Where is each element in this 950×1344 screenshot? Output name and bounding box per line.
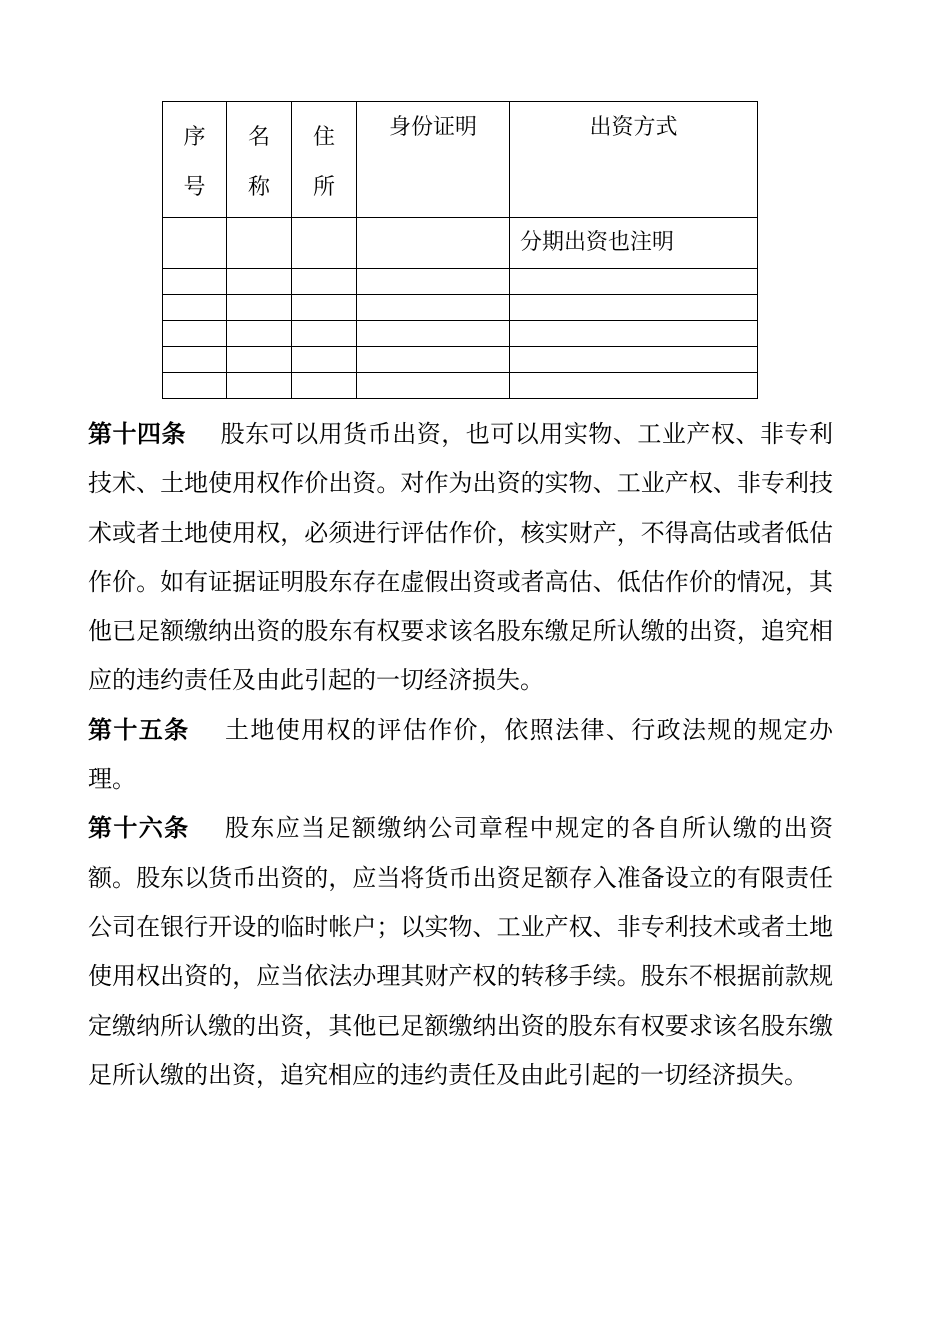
- article-number: 第十五条: [88, 715, 190, 744]
- table-cell: [163, 295, 227, 321]
- table-cell: [292, 373, 357, 399]
- header-char: 名: [248, 125, 271, 150]
- table-cell: [163, 218, 227, 269]
- article-text: 股东可以用货币出资，也可以用实物、工业产权、非专利技术、土地使用权作价出资。对作为出资的实物、工业产权、非专利技术或者土地使用权，必须进行评估作价，核实财产，不得高估或者低估作价。如有证据证明股东存在虚假出资或者高估、低估作价的情况，其他已足额缴纳出资的股东有权要求该名股东缴足所认缴的出资，追究相应的违约责任及由此引起的一切经济损失。: [88, 420, 834, 695]
- article-number: 第十四条: [88, 420, 187, 448]
- table-cell: [163, 269, 227, 295]
- table-cell: [227, 347, 292, 373]
- header-char: 所: [313, 175, 336, 200]
- table-cell: [227, 321, 292, 347]
- investor-table: [162, 101, 758, 399]
- table-row: [163, 269, 758, 295]
- header-name: [227, 102, 292, 218]
- table-cell: [510, 321, 758, 347]
- article-number: 第十六条: [88, 814, 190, 843]
- table-cell: [357, 269, 510, 295]
- header-char: 序: [183, 125, 206, 150]
- table-cell: [163, 321, 227, 347]
- header-address: [292, 102, 357, 218]
- header-char: 称: [248, 175, 271, 200]
- table-cell: [357, 321, 510, 347]
- article-text: 土地使用权的评估作价，依照法律、行政法规的规定办理。: [88, 715, 834, 794]
- table-cell: 分期出资也注明: [510, 218, 758, 269]
- article-14: [88, 410, 833, 706]
- table-cell: [292, 347, 357, 373]
- table-cell: [227, 373, 292, 399]
- table-cell: [292, 269, 357, 295]
- table-cell: [292, 321, 357, 347]
- table-cell: [292, 295, 357, 321]
- table-cell: [163, 373, 227, 399]
- table-cell: [227, 295, 292, 321]
- header-char: 号: [183, 175, 206, 200]
- table-row: [163, 218, 758, 269]
- table-cell: [510, 347, 758, 373]
- article-16: [88, 804, 833, 1100]
- table-cell: [510, 269, 758, 295]
- header-char: 住: [313, 125, 336, 150]
- table-row: [163, 321, 758, 347]
- table-row: [163, 347, 758, 373]
- articles-section: [88, 410, 833, 1100]
- header-serial-number: [163, 102, 227, 218]
- table-cell: [163, 347, 227, 373]
- table-cell: [357, 218, 510, 269]
- table-cell: [357, 295, 510, 321]
- header-id-proof: 身份证明: [357, 102, 510, 218]
- header-contribution-method: 出资方式: [510, 102, 758, 218]
- table-cell: [292, 218, 357, 269]
- table-row: [163, 373, 758, 399]
- table-cell: [227, 269, 292, 295]
- table-cell: [357, 373, 510, 399]
- table-cell: [357, 347, 510, 373]
- table-header-row: [163, 102, 758, 218]
- table-row: [163, 295, 758, 321]
- article-text: 股东应当足额缴纳公司章程中规定的各自所认缴的出资额。股东以货币出资的，应当将货币出资足额存入准备设立的有限责任公司在银行开设的临时帐户；以实物、工业产权、非专利技术或者土地使用权出资的，应当依法办理其财产权的转移手续。股东不根据前款规定缴纳所认缴的出资，其他已足额缴纳出资的股东有权要求该名股东缴足所认缴的出资，追究相应的违约责任及由此引起的一切经济损失。: [88, 814, 834, 1089]
- table-cell: [227, 218, 292, 269]
- article-15: [88, 706, 833, 805]
- table-cell: [510, 295, 758, 321]
- table-cell: [510, 373, 758, 399]
